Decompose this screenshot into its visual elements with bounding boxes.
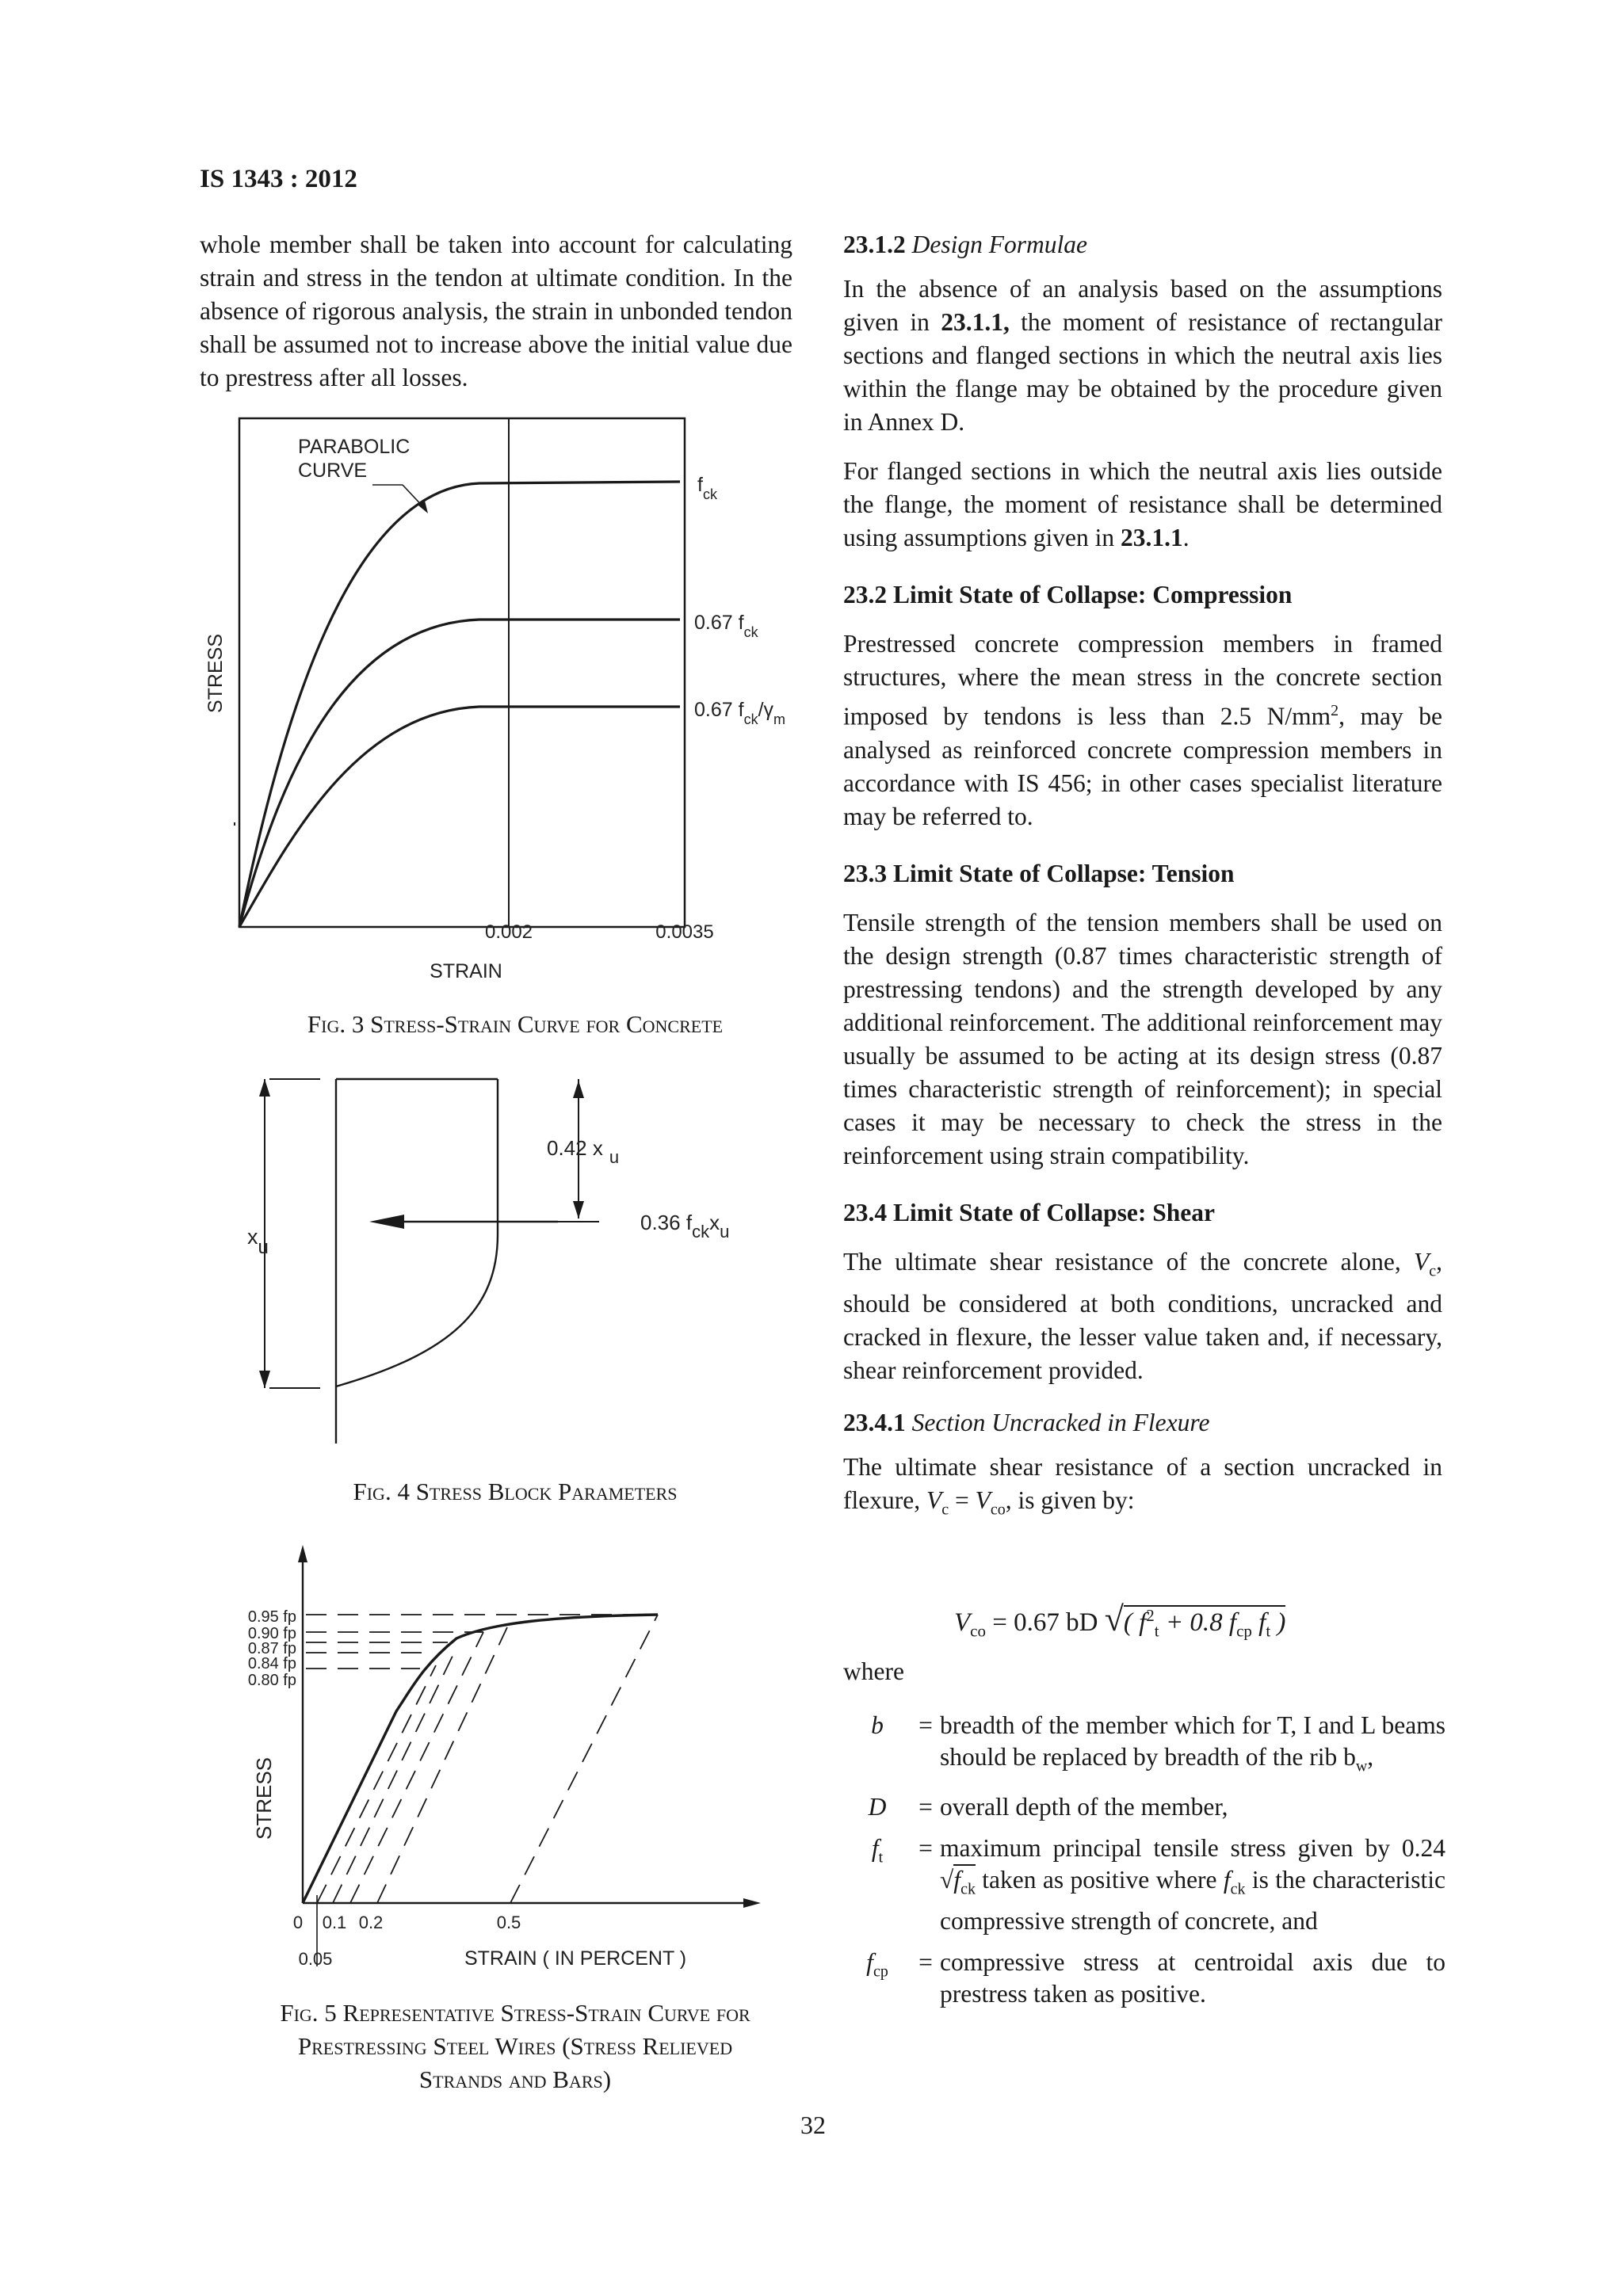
fig4-label-xu: xu: [247, 1225, 269, 1258]
fig3-ylabel: STRESS: [204, 633, 227, 714]
fig4-depth-arrow-bottom: [573, 1201, 584, 1219]
fig3-xlabel: STRAIN: [430, 960, 502, 982]
section-23-4-heading: 23.4 Limit State of Collapse: Shear: [843, 1198, 1215, 1226]
fig5-caption-line3: Strands and Bars): [418, 2065, 612, 2093]
fig3-label-curve: CURVE: [298, 460, 368, 482]
fig3-stress-strain-concrete: [190, 412, 808, 982]
section-23-2-paragraph: Prestressed concrete compression members in framed structures, where the mean stress in the concrete section imposed by tendons is less than 2.5 $N/mm^2$, may be analysed as reinforced concrete compression members in accordance with IS 456; in other cases specialist literature may be referred to.: [843, 630, 1443, 830]
where-label: where: [843, 1657, 904, 1685]
fig4-xu-arrow-bottom: [259, 1371, 270, 1388]
definition-b: b = breadth of the member which for T, I and L beams should be replaced by breadth of the rib $b_w$,: [871, 1711, 1445, 1775]
fig3-xtick-0002: 0.002: [484, 921, 533, 943]
section-23-4-paragraph: The ultimate shear resistance of the concrete alone, $V_c$, should be considered at both conditions, uncracked and cracked in flexure, the lesser value taken and, if necessary, shear reinforcement provided.: [843, 1247, 1442, 1384]
fig5-caption-line1: Fig. 5 Representative Stress-Strain Curve for: [280, 1999, 750, 2027]
section-23-1-2-paragraph-2: For flanged sections in which the neutral axis lies outside the flange, the moment of resistance shall be determined using assumptions given in 23.1.1.: [843, 457, 1442, 551]
fig4-stress-block: [238, 1071, 777, 1451]
fig3-caption: Fig. 3 Stress-Strain Curve for Concrete: [307, 1010, 724, 1038]
fig4-stress-profile: [336, 1079, 498, 1386]
section-23-2-heading: 23.2 Limit State of Collapse: Compression: [843, 581, 1293, 608]
fig3-label-067fck-gm: 0.67 $f_{ck}/\gamma_m$: [694, 699, 786, 727]
definition-list: [843, 1710, 1445, 2019]
fig5-prestressing-steel-curve: [222, 1537, 808, 1981]
section-23-1-2-paragraph-1: In the absence of an analysis based on the assumptions given in 23.1.1, the moment of resistance of rectangular sections and flanged sections in which the neutral axis lies within the flange may be obtained by the procedure given in Annex D.: [843, 275, 1442, 436]
section-23-3-paragraph: Tensile strength of the tension members shall be used on the design strength (0.87 times characteristic strength of prestressing tendons) and the strength developed by any additional reinforcement. The additional reinforcement may usually be assumed to be acting at its design stress (0.87 times characteristic strength of reinforcement); in special cases it may be necessary to check the stress in the reinforcement using strain compatibility.: [843, 908, 1442, 1169]
fig5-ylabel: STRESS: [252, 1756, 276, 1840]
standard-header: IS 1343 : 2012: [200, 165, 357, 193]
fig5-xtick-05: 0.5: [496, 1913, 521, 1932]
right-column: [843, 228, 1442, 1542]
fig5-ytick-084: 0.84 fp: [247, 1655, 296, 1672]
section-23-4-1-paragraph: The ultimate shear resistance of a section uncracked in flexure, $V_c = V_{co}$, is given by:: [843, 1452, 1442, 1519]
shear-formula: $V_{co} = 0.67$ bD √( $f^2_t + 0.8$ $f_{cp}$ $f_t$ ): [954, 1600, 1286, 1641]
radical-sign: √: [1104, 1600, 1124, 1638]
fig4-label-depth: 0.42 x $_u$: [547, 1136, 620, 1167]
fig5-ytick-090: 0.90 fp: [247, 1625, 296, 1642]
section-23-3-heading: 23.3 Limit State of Collapse: Tension: [843, 859, 1235, 887]
definition-ft: $f_t$ = maximum principal tensile stress given by 0.24 $√f_{ck}$ taken as positive where $f_{ck}$ is the characteristic compressive strength of concrete, and: [871, 1834, 1445, 1935]
fig5-xtick-01: 0.1: [322, 1913, 347, 1932]
fig3-frame: [239, 418, 685, 927]
fig3-curve-067fck: [239, 620, 680, 927]
fig5-caption-line2: Prestressing Steel Wires (Stress Relieved: [297, 2032, 733, 2060]
fig3-curve-067fck-gm: [239, 707, 680, 927]
fig5-stress-curve: [303, 1615, 658, 1903]
fig5-x-arrow: [743, 1898, 761, 1908]
fig3-curve-fck: [239, 482, 680, 927]
fig5-xtick-005: 0.05: [298, 1949, 333, 1969]
definition-fcp: $f_{cp}$ = compressive stress at centroidal axis due to prestress taken as positive.: [866, 1947, 1445, 2008]
fig4-force-arrowhead: [369, 1215, 404, 1229]
section-23-1-2-heading: 23.1.2 Design Formulae: [843, 231, 1087, 258]
fig5-ytick-095: 0.95 fp: [247, 1608, 296, 1626]
fig4-depth-arrow-top: [573, 1081, 584, 1098]
radicand: ( $f^2_t + 0.8$ $f_{cp}$ $f_t$ ): [1123, 1606, 1286, 1641]
fig5-xlabel: STRAIN ( IN PERCENT ): [464, 1947, 687, 1970]
fig4-label-force: 0.36 $f_{ck}x_u$: [640, 1211, 730, 1241]
definition-D: D = overall depth of the member,: [868, 1793, 1228, 1821]
fig5-xtick-02: 0.2: [358, 1913, 384, 1932]
fig3-label-parabolic: PARABOLIC: [298, 436, 411, 458]
fig3-label-067fck: 0.67 $f_{ck}$: [694, 612, 758, 640]
fig3-label-fck: $f_{ck}$: [697, 474, 717, 502]
fig5-xtick-0: 0: [292, 1913, 304, 1932]
fig5-caption: [216, 1997, 815, 2096]
section-23-4-1-heading: 23.4.1 Section Uncracked in Flexure: [843, 1408, 1210, 1436]
fig5-ytick-087: 0.87 fp: [247, 1640, 296, 1657]
fig4-xu-arrow-top: [259, 1079, 270, 1097]
left-paragraph: whole member shall be taken into account for calculating strain and stress in the tendon at ultimate condition. In the absence of rigorous analysis, the strain in unbonded tendon shall be assumed not to increase above the initial value due to prestress after all losses.: [200, 231, 792, 391]
fig3-xtick-00035: 0.0035: [655, 921, 714, 943]
fig4-caption: Fig. 4 Stress Block Parameters: [353, 1478, 678, 1505]
fig5-ytick-080: 0.80 fp: [247, 1672, 296, 1689]
page-number: 32: [800, 2111, 826, 2139]
fig5-offset-lines: [306, 1615, 658, 1903]
sqrt-fck: $√f_{ck}$: [940, 1866, 976, 1898]
fig5-y-arrow: [298, 1545, 307, 1562]
left-column: [200, 228, 792, 410]
